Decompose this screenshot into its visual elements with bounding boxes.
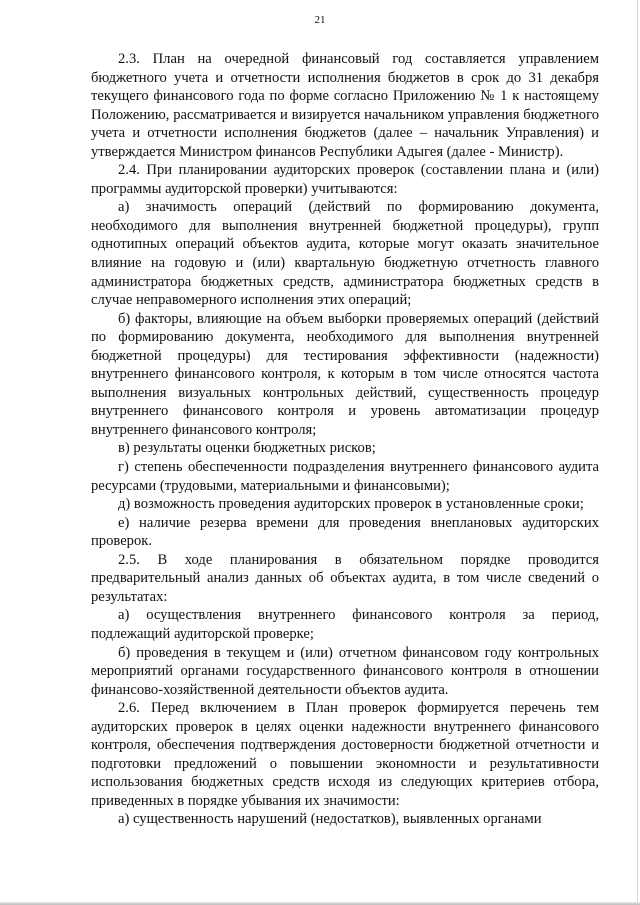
paragraph-2-4-d: д) возможность проведения аудиторских проверок в установленные сроки; <box>118 496 584 513</box>
paragraph-2-6: 2.6. Перед включением в План проверок формируется перечень тем аудиторских проверок в целях оценки надежности внутреннего финансового контроля, обеспечения подтверждения достоверности бюджетной отчетности и подготовки предложений о повышении экономности и результативности использования бюджетных средств исходя из следующих критериев отбора, приведенных в порядке убывания их значимости: <box>91 700 599 809</box>
paragraph-2-4-e: е) наличие резерва времени для проведения внеплановых аудиторских проверок. <box>91 514 599 550</box>
paragraph-2-4-b: б) факторы, влияющие на объем выборки проверяемых операций (действий по формированию документа, необходимого для выполнения внутренней бюджетной процедуры) для тестирования эффективности (надежности) внутреннего финансового контроля, к которым в том числе относятся частота выполнения визуальных контрольных действий, существенность процедур внутреннего финансового контроля и уровень автоматизации процедур внутреннего финансового контроля; <box>91 310 599 438</box>
paragraph-2-3: 2.3. План на очередной финансовый год составляется управлением бюджетного учета и отчетности исполнения бюджетов в срок до 31 декабря текущего финансового года по форме согласно Приложению № 1 к настоящему Положению, рассматривается и визируется начальником управления бюджетного учета и отчетности исполнения бюджетов (далее – начальник Управления) и утверждается Министром финансов Республики Адыгея (далее - Министр). <box>91 51 599 160</box>
paragraph-2-4-g: г) степень обеспеченности подразделения внутреннего финансового аудита ресурсами (трудовыми, материальными и финансовыми); <box>91 459 599 494</box>
paragraph-2-5-a: а) осуществления внутреннего финансового контроля за период, подлежащий аудиторской проверке; <box>91 607 599 642</box>
paragraph-2-5: 2.5. В ходе планирования в обязательном порядке проводится предварительный анализ данных об объектах аудита, в том числе сведений о результатах: <box>91 551 599 605</box>
paragraph-2-4: 2.4. При планировании аудиторских проверок (составлении плана и (или) программы аудиторской проверки) учитываются: <box>91 162 599 197</box>
paragraph-2-6-a: а) существенность нарушений (недостатков), выявленных органами <box>118 811 542 828</box>
document-body <box>91 50 599 829</box>
paragraph-2-5-b: б) проведения в текущем и (или) отчетном финансовом году контрольных мероприятий органами государственного финансового контроля в отношении финансово-хозяйственной деятельности объектов аудита. <box>91 644 599 698</box>
paragraph-2-4-v: в) результаты оценки бюджетных рисков; <box>118 440 376 457</box>
page-number: 21 <box>314 14 326 26</box>
paragraph-2-4-a: а) значимость операций (действий по формированию документа, необходимого для выполнения внутренней бюджетной процедуры), групп однотипных операций объектов аудита, которые могут оказать значительное влияние на годовую и (или) квартальную бюджетную отчетность главного администратора бюджетных средств, администратора бюджетных средств в случае неправомерного исполнения этих операций; <box>91 199 599 309</box>
scan-edge-line <box>637 0 638 905</box>
